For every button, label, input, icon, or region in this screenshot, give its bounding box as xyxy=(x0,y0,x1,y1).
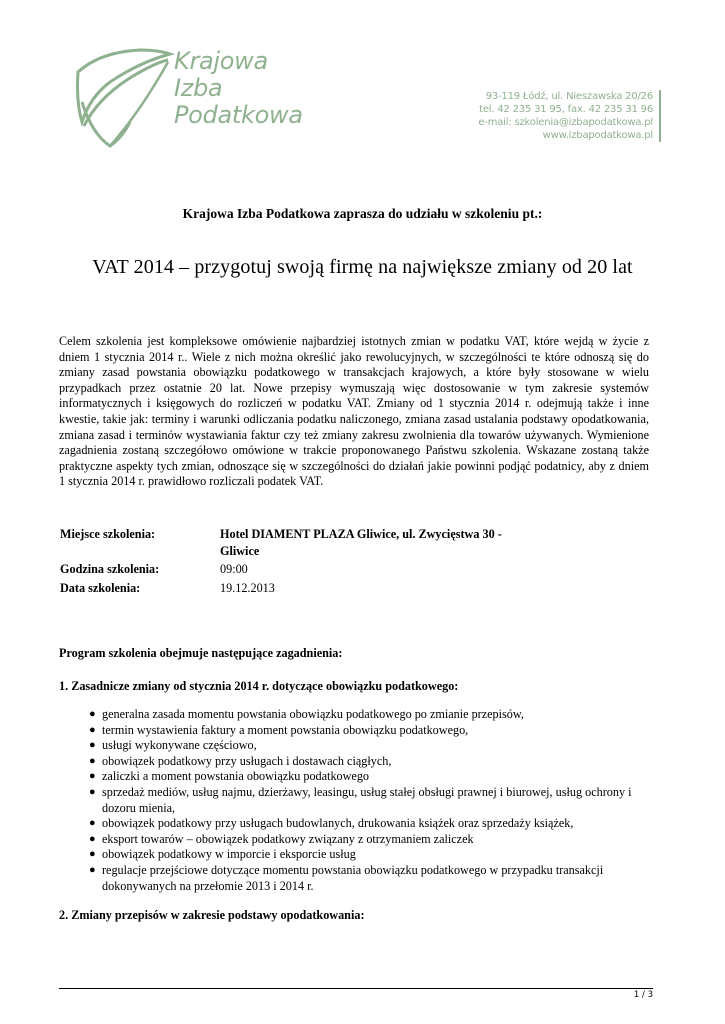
bullet-icon: ● xyxy=(89,848,96,861)
place-value: Hotel DIAMENT PLAZA Gliwice, ul. Zwycięstwa 30 - Gliwice xyxy=(220,527,502,558)
section-2-heading: 2. Zmiany przepisów w zakresie podstawy opodatkowania: xyxy=(59,908,365,922)
logo xyxy=(70,42,303,152)
time-label: Godzina szkolenia: xyxy=(60,562,160,576)
page-title: VAT 2014 – przygotuj swoją firmę na największe zmiany od 20 lat xyxy=(92,256,633,278)
bullet-icon: ● xyxy=(89,739,96,752)
date-value: 19.12.2013 xyxy=(220,580,275,595)
section-1-list xyxy=(88,707,653,894)
info-row-place xyxy=(60,526,520,559)
bullet-icon: ● xyxy=(89,832,96,845)
bullet-icon: ● xyxy=(89,770,96,783)
footer-divider xyxy=(59,988,653,989)
info-row-date xyxy=(60,580,520,597)
list-item: ● eksport towarów – obowiązek podatkowy związany z otrzymaniem zaliczek xyxy=(89,831,474,846)
list-item: ● usługi wykonywane częściowo, xyxy=(89,738,257,753)
section-1-heading: 1. Zasadnicze zmiany od stycznia 2014 r. dotyczące obowiązku podatkowego: xyxy=(59,679,459,693)
page-number: 1 / 3 xyxy=(633,990,653,1000)
list-item: ● obowiązek podatkowy przy usługach budowlanych, drukowania książek oraz sprzedaży książek, xyxy=(89,816,574,831)
logo-line-3: Podatkowa xyxy=(174,101,303,129)
time-value: 09:00 xyxy=(220,562,248,576)
bullet-icon: ● xyxy=(89,863,96,876)
envelope-swoosh-logo-icon xyxy=(70,42,180,152)
bullet-icon: ● xyxy=(89,754,96,767)
invite-line: Krajowa Izba Podatkowa zaprasza do udziału w szkoleniu pt.: xyxy=(182,206,543,221)
program-heading: Program szkolenia obejmuje następujące zagadnienia: xyxy=(59,646,343,660)
bullet-icon: ● xyxy=(89,817,96,830)
list-item: ● sprzedaż mediów, usług najmu, dzierżawy, leasingu, usług stałej obsługi prawnej i biurowej, usług ochrony i dozoru mienia, xyxy=(89,784,632,815)
logo-wordmark xyxy=(174,48,303,129)
contact-phone: tel. 42 235 31 95, fax. 42 235 31 96 xyxy=(479,104,653,115)
bullet-icon: ● xyxy=(89,785,96,798)
list-item: ● termin wystawienia faktury a moment powstania obowiązku podatkowego, xyxy=(89,722,469,737)
logo-line-1: Krajowa xyxy=(174,47,268,75)
place-label: Miejsce szkolenia: xyxy=(60,527,156,541)
logo-line-2: Izba xyxy=(174,74,223,102)
contact-email[interactable]: e-mail: szkolenia@izbapodatkowa.pl xyxy=(478,117,653,128)
bullet-icon: ● xyxy=(89,723,96,736)
contact-website[interactable]: www.izbapodatkowa.pl xyxy=(542,130,653,141)
date-label: Data szkolenia: xyxy=(60,580,141,595)
list-item: ● zaliczki a moment powstania obowiązku podatkowego xyxy=(89,769,370,784)
list-item: ● obowiązek podatkowy w imporcie i eksporcie usług xyxy=(89,847,356,862)
bullet-icon: ● xyxy=(89,708,96,720)
contact-block xyxy=(478,90,661,142)
training-info-table xyxy=(60,526,520,598)
list-item: ● generalna zasada momentu powstania obowiązku podatkowego po zmianie przepisów, xyxy=(89,707,524,721)
info-row-time xyxy=(60,561,520,578)
list-item: ● regulacje przejściowe dotyczące momentu powstania obowiązku podatkowego w przypadku transakcji dokonywanych na przełomie 2013 i 2014 r. xyxy=(89,862,604,893)
contact-address: 93-119 Łódź, ul. Nieszawska 20/26 xyxy=(485,91,653,102)
list-item: ● obowiązek podatkowy przy usługach i dostawach ciągłych, xyxy=(89,753,392,768)
intro-paragraph: Celem szkolenia jest kompleksowe omówienie najbardziej istotnych zmian w podatku VAT, które wejdą w życie z dniem 1 stycznia 2014 r.. Wiele z nich można określić jako rewolucyjnych, w szczególności te które odnoszą się do zmiany zasad powstania obowiązku podatkowego w transakcjach krajowych, a które były stosowane w wielu przypadkach przez ostatnie 20 lat. Nowe przepisy wymuszają więc dostosowanie w tym zakresie systemów informatycznych i księgowych do rozliczeń w podatku VAT. Zmiany od 1 stycznia 2014 r. odejmują także i inne kwestie, takie jak: terminy i warunki odliczania podatku naliczonego, zmiana zasad ustalania podstawy opodatkowania, zmiana zasad i terminów wystawiania faktur czy też zmiany zakresu zwolnienia dla towarów używanych. Wymienione zagadnienia zostaną szczegółowo omówione w trakcie proponowanego Państwu szkolenia. Wskazane zostaną także praktyczne aspekty tych zmian, odnoszące się w szczególności do działań jakie powinni podjąć podatnicy, aby z dniem 1 stycznia 2014 r. prawidłowo rozliczali podatek VAT. xyxy=(59,334,649,489)
